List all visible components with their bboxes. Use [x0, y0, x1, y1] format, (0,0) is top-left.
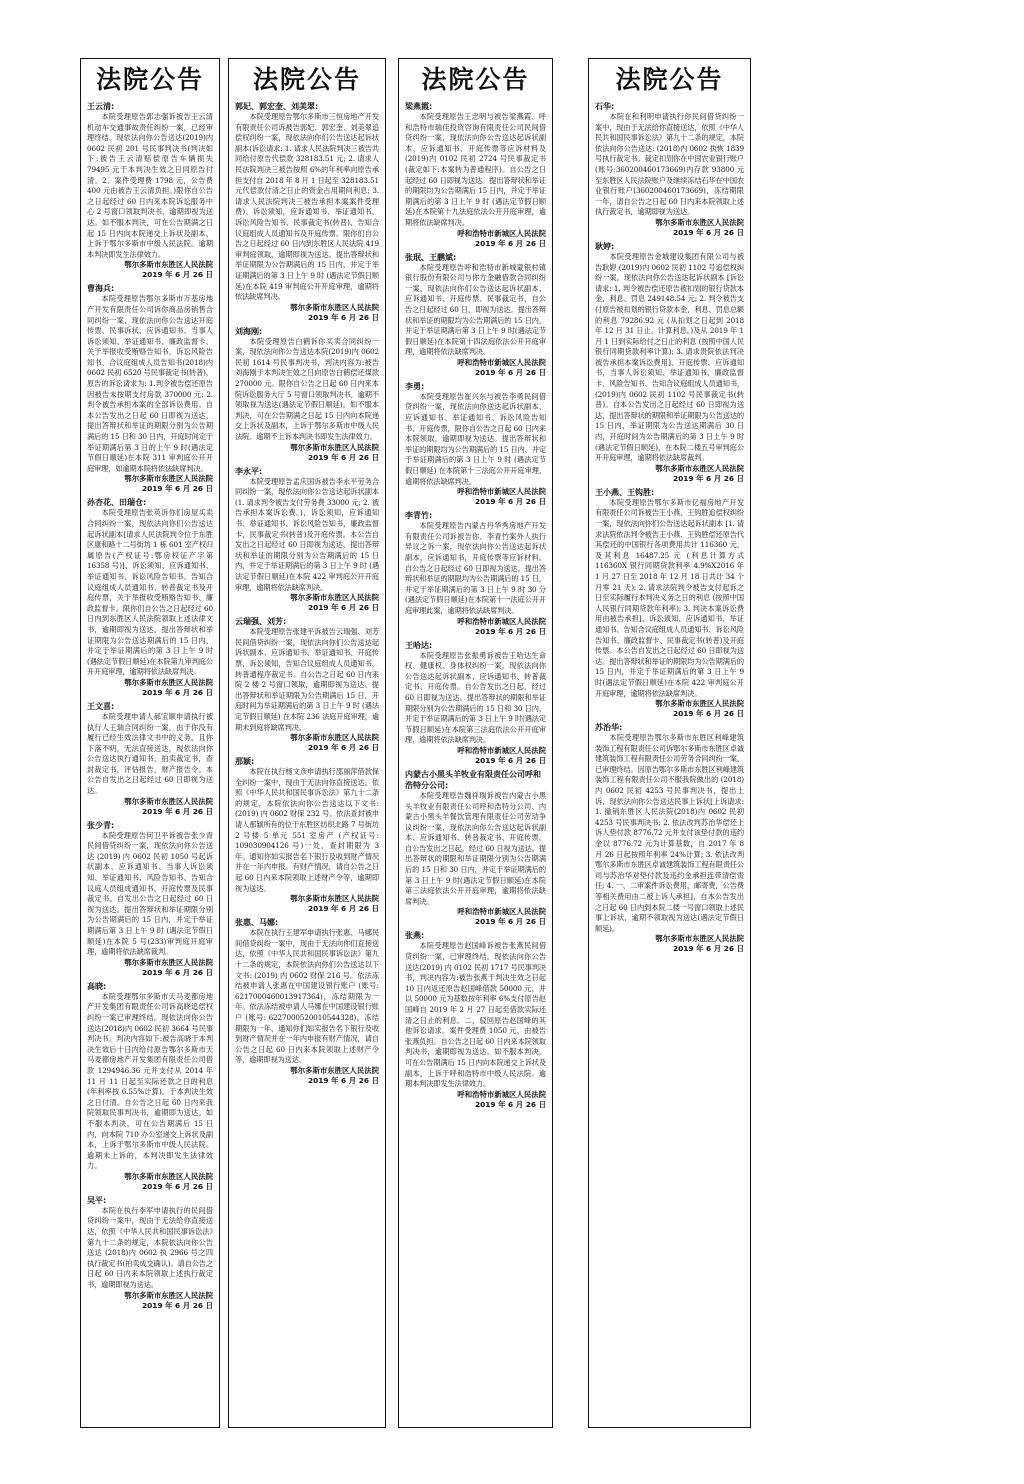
- notice-body: 本院受理申请人郝宝顺申请执行被执行人王瑞合同纠纷一案，由于你没有履行已经生效法律文书中的义务，且你下落不明，无法直接送达，现依法向你公告送达执行通知书、拍卖裁定书，查封裁定书，评估报告，财产报告令。本公告自发出之日起经过 60 日即视为送达。: [87, 711, 213, 796]
- notice-addressee: 张燕:: [405, 931, 425, 941]
- notice-court: 鄂尔多斯市东胜区人民法院: [124, 1171, 213, 1181]
- notice-body: 本院在执行杨文彦申请执行邵丽萍借款保全纠纷一案中，现由于无法向你直接送达，依照《中华人民共和国民事诉讼法》第九十二条的规定，本院依法向你公告送达以下文书: (2019) 内 0602 财保 232 号。依法查封被申请人那颖所有的位于东胜区纺织北路 7 号街坊 2 号楼 5 单元 551 室房产 (产权证号: 109030904126 号)一处，查封期限为 3 年。通知你如实报告名下银行及收到财产情况并在一年内申报。有财产情况，请自公告之日起 60 日内来本院领取上述财产令等，逾期即视为送达。: [235, 767, 379, 893]
- notice-body: 本院受理原告鄂尔多斯市亿福房地产开发有限责任公司诉被告王小燕、王钩胜追偿权纠纷一案，现依法向你们公告送达起诉状副本 [1. 请求法院依法判令被告王小燕、王钩胜偿还原告代其偿还的中国银行各项费用共计 116360 元，及其利息 16487.25 元 (利息计算方式 116360X 银行同期贷款利率 4.9%X2016 年 1 月 27 日至 2018 年 12 月 18 日共计 34 个月零 21 天); 2. 请求法院判令被告支付起诉之日至实际履行本判决义务之日的利息 (按照中国人民银行同期贷款年利率); 3. 判决本案诉讼费用由被告承担]、诉讼须知、应诉通知书、举证通知书、告知合议庭组成人员通知书、诉讼风险告知书、廉政监督卡、民事裁定书(转普)及开庭传票。本公告自发出之日起经过 60 日即视为送达。提出答辩状和举证的期限均为公告期满后的 15 日内，并定于举证期满后的第 3 日上午 9 时(遇法定节假日顺延)在本院 422 审判庭公开开庭审理，逾期将依法缺席判决。: [595, 497, 744, 698]
- notice-body: 本院受理原告张英诉你们房屋买卖合同纠纷一案，现依法向你们公告送达起诉状副本[请求人民法院判令位于东胜区康和路十二号街坊 1 栋 601 室产权归属原告(产权证号:鄂房权证产字第 16358 号)]、诉讼须知、应诉通知书、举证通知书、诉讼风险告知书、告知合议庭组成人员通知书、转普裁定书及开庭传票，关于举报收受贿赂告知书、廉政监督卡。限你们自公告之日起经过 60 日内到东胜区人民法院领取上述法律文书，逾期即视为送达，提出答辩状和举证期限为公告送达期满后的 15 日内，并定于举证期满后的第 3 日上午 9 时(遇法定节假日顺延)在本院第九审判庭公开开庭审理，逾期将依法缺席判决。: [87, 508, 213, 677]
- notice-date: 2019 年 6 月 26 日: [672, 473, 744, 483]
- notice-addressee: 云瑞强、刘芳:: [235, 617, 287, 627]
- notice-body: 本院受理原告王忠明与被告梁燕霞、呼和浩特市瑞佳投资咨询有限责任公司民间借贷纠纷一案，现依法向你公告送达起诉状副本，应诉通知书、开庭传票等应诉材料及(2019)内 0102 民初 2724 号民事裁定书(裁定如下:本案转为普通程序)。自公告之日起经过 60 日即视为送达。提出答辩状和举证的期限均为公告期满后 15 日内，并定于举证期满后的第 3 日上午 9 时 (遇法定节假日顺延)在本院第十九法庭依法公开开庭审理，逾期将依法缺席判决。: [405, 112, 546, 227]
- notice-date: 2019 年 6 月 26 日: [141, 1181, 213, 1191]
- court-notice: [235, 616, 379, 753]
- notice-column-2: [228, 58, 386, 1428]
- notice-court: 鄂尔多斯市东胜区人民法院: [290, 442, 379, 452]
- notice-date: 2019 年 6 月 26 日: [307, 603, 379, 613]
- notice-addressee: 苏治华:: [595, 723, 623, 733]
- court-notice: [87, 701, 213, 817]
- notice-court: 鄂尔多斯市东胜区人民法院: [124, 1290, 213, 1300]
- notice-court: 鄂尔多斯市东胜区人民法院: [124, 677, 213, 687]
- notice-addressee: 高晓:: [87, 981, 107, 991]
- court-notice: [87, 981, 213, 1192]
- notice-court: 鄂尔多斯市东胜区人民法院: [290, 302, 379, 312]
- court-notice: [235, 756, 379, 914]
- notice-date: 2019 年 6 月 26 日: [474, 497, 546, 507]
- notice-addressee: 李青竹:: [405, 511, 433, 521]
- court-notice: [595, 487, 744, 719]
- court-notice: [87, 283, 213, 494]
- notice-date: 2019 年 6 月 26 日: [307, 1075, 379, 1085]
- notice-court: 鄂尔多斯市东胜区人民法院: [124, 260, 213, 270]
- court-notice: [405, 381, 546, 507]
- notice-date: 2019 年 6 月 26 日: [474, 1099, 546, 1109]
- column-title: 法院公告: [95, 65, 204, 94]
- notice-addressee: 郭妃、郭宏奎、刘美翠:: [235, 102, 319, 111]
- notice-date: 2019 年 6 月 26 日: [474, 626, 546, 636]
- notice-date: 2019 年 6 月 26 日: [672, 944, 744, 954]
- notice-court: 鄂尔多斯市东胜区人民法院: [124, 957, 213, 967]
- notice-addressee: 刘海刚:: [235, 326, 263, 336]
- court-notice: [595, 101, 744, 238]
- court-notice: [235, 917, 379, 1086]
- notice-date: 2019 年 6 月 26 日: [307, 904, 379, 914]
- court-notice: [87, 101, 213, 280]
- notice-body: 本院受理原告呼和浩特市新城蒙银村镇银行股份有限公司与你方金融借款合同纠纷一案，现依法向你们公告送达起诉状副本、应诉通知书、开庭传票、民事裁定书，自公告之日起经过 60 日，即视为送达。提出答辩状和举证的期限均为公告期满后的 15 日内，并定于举证期满后第 3 日上午 9 时(遇法定节假日顺延)在本院第十四法庭依法公开开庭审理，逾期将依法缺席判决。: [405, 262, 546, 357]
- court-notice: [87, 497, 213, 698]
- notice-court: 呼和浩特市新城区人民法院: [457, 228, 546, 238]
- notice-addressee: 内蒙古小黑头羊牧业有限责任公司呼和浩特分公司:: [405, 769, 541, 790]
- notice-body: 本院受理原告赵国峰诉被告张燕民间借贷纠纷一案，已审理终结。现依法向你公告送达(2019) 内 0102 民初 1717 号民事判决书，判决内容为:被告张燕于判决生效之日起 10 日内返还原告赵国峰借款 50000 元，并以 50000 元为基数按年利率 6%支付原告赵国峰自 2019 年 2 月 27 日起至借款实际还清之日止的利息。二，驳回原告赵国峰的其他诉讼请求。案件受理费 1050 元，由被告张燕负担。自公告之日起 60 日内来本院领取判决书，逾期即视为送达。如不服本判决，可在公告期满后 15 日内向本院递交上诉状及副本，上诉于呼和浩特市中级人民法院。逾期本判决即发生法律效力。: [405, 941, 546, 1089]
- court-notice: [405, 510, 546, 636]
- notice-court: 鄂尔多斯市东胜区人民法院: [655, 934, 744, 944]
- notice-date: 2019 年 6 月 26 日: [141, 484, 213, 494]
- notice-addressee: 曹海兵:: [87, 284, 115, 294]
- notice-addressee: 梁燕霞:: [405, 102, 433, 111]
- notice-body: 本院受理原告张建平诉被告云瑞强、刘芳民间借贷纠纷一案，现依法向你们公告送达起诉状副本、应诉通知书、举证通知书、开庭传票，诉讼须知，告知合议庭组成人员通知书，转普通程序裁定书。自公告之日起 60 日内来院 2 楼 2 号窗口领取，逾期即视为送达。提出答辩状和举证期限为公告期满后 15 日，开庭时间为举证期满后的第 3 日上午 9 时 (遇法定节假日顺延) 在本院 236 法庭开庭审理，逾期未到庭将缺席判决。: [235, 627, 379, 732]
- notice-body: 本院受理原告孟庆国诉被告李永平劳务合同纠纷一案，现依法向你公告送达起诉状副本(1. 请求判令被告支付劳务费 33000 元; 2. 被告承担本案诉讼费。)，诉讼须知，应诉通知书、举证通知书、诉讼风险告知书，廉政监督卡，民事裁定书(转普)及开庭传票。本公告自发出之日起经过 60 日即视为送达，提出答辩状和举证的期限分别为公告期满后的 15 日内，并定于举证期满后的第 3 日上午 9 时 (遇法定节假日顺延)在本院 422 审判庭公开开庭审理，逾期将依法缺席判决。: [235, 476, 379, 592]
- court-notice: [595, 722, 744, 954]
- notice-body: 本院在和利明申请执行你民间借贷纠纷一案中，现由于无法给你直接送达，依照《中华人民共和国民事诉讼法》第九十二条的规定，本院依法向你公告送达: (2018)内 0602 执恢 1839 号执行裁定书。裁定扣划你在中国农业银行账户(账号:360200460173669)内存款 93800 元至东胜区人民法院账户及继续冻结石华在中国农业银行账户(360200460173669)，冻结期限一年，请自公告之日起 60 日内来本院领取上述执行裁定书，逾期即视为送达。: [595, 112, 744, 217]
- notice-court: 鄂尔多斯市东胜区人民法院: [655, 699, 744, 709]
- column-title: 法院公告: [615, 65, 724, 94]
- notice-addressee: 吴平:: [87, 1195, 107, 1205]
- notice-date: 2019 年 6 月 26 日: [141, 687, 213, 697]
- notice-date: 2019 年 6 月 26 日: [141, 1300, 213, 1310]
- court-notice: [595, 241, 744, 484]
- notice-court: 呼和浩特市新城区人民法院: [457, 745, 546, 755]
- notice-date: 2019 年 6 月 26 日: [307, 312, 379, 322]
- notice-body: 本院受理原告鄂尔多斯市万基房地产开发有限责任公司诉你商品房销售合同纠纷一案，现依法向你公告送达开庭传票、民事诉状、应诉通知书、当事人诉讼须知、举证通知书、廉政监督卡、关于举报收受贿赂告知书、诉讼风险告知书、合议庭组成人员告知书(2018)内 0602 民初 6520 号民事裁定书(转普)，原告的诉讼请求为: 1.判令被告偿还原告因被告未按期支付房款 370000 元; 2. 判令被告承担本案的全部诉讼费用。自本公告发出之日起 60 日即视为送达，提出答辩状和举证的期限分别为公告期满后的 15 日和 30 日内，开庭时间定于举证期满后第 3 日的上午 9 时(遇法定节假日顺延)在本院 311 审判庭公开开庭审理，如逾期本院将依法缺席判决。: [87, 294, 213, 473]
- notice-body: 本院受理鄂尔多斯市天马麦都房地产开发集团有限责任公司诉高晓追偿权纠纷一案已审理终结。现依法向你公告送达(2018)内 0602 民初 3664 号民事判决书。判决内容如下:被告高晓于本判决生效后十日内给付原告鄂尔多斯市天马麦都房地产开发集团有限责任公司借款 1294946.36 元并支付从 2014 年 11 月 11 日起至实际还款之日的利息(年利率按 6.55%计算)。于本判决生效之日付清。自公告之日起 60 日内来我院领取民事判决书，逾期即为送达。如不服本判决，可在公告期满后 15 日内，向本院 710 办公室递交上诉状及副本，上诉于鄂尔多斯市中级人民法院。逾期未上诉的，本判决即发生法律效力。: [87, 991, 213, 1171]
- notice-court: 呼和浩特市新城区人民法院: [457, 357, 546, 367]
- notice-court: 鄂尔多斯市东胜区人民法院: [290, 733, 379, 743]
- notice-addressee: 王哈达:: [405, 640, 433, 650]
- notice-date: 2019 年 6 月 26 日: [474, 755, 546, 765]
- court-notice: [235, 101, 379, 323]
- notice-addressee: 张珉、王鹏斌:: [405, 252, 457, 262]
- court-notice: [405, 252, 546, 378]
- notice-body: 本院受理原告金城建设集团有限公司与被告耿婷 (2019)内 0602 民初 1102 号追偿权纠纷一案，现依法向你公告送达起诉状副本 [诉讼请求: 1. 判令被告偿还原告被扣划的银行贷款本金，利息、罚息 249148.54 元; 2. 判令被告支付原告被扣划的银行贷款本金，利息、罚息总额的利息 79286.92 元 (从扣划之日起到 2018 年 12 月 31 日止，计算利息。)及从 2019 年 1 月 1 日到实际给付之日止的利息 (按照中国人民银行同期贷款利率计算); 3. 请求贵院依法判决被告承担本案诉讼费用]、开庭传票、应诉通知书，当事人诉讼须知、举证通知书、廉政监督卡、风险告知书、告知合议庭组成人员通知书，(2019)内 0602 民初 1102 号民事裁定书(转普)。自本公告发出之日起经过 60 日即视为送达，提出答辩状的期限和举证期限为公告送达的 15 日内，举证期限为公告送达期满后 30 日内，开庭时间为公告期满后的第 3 日上午 9 时 (遇法定节假日顺延)，在本院二楼五号审判庭公开开庭审理，逾期将依法缺席裁判。: [595, 251, 744, 463]
- court-notice: [405, 101, 546, 249]
- notice-body: 本院受理原告崔兴东与被告李勇民间借贷纠纷一案，现依法向你送达起诉状副本、应诉通知书、举证通知书、诉讼风险告知书、开庭传票，限你自公告之日起 60 日内来本院领取，逾期即视为送达。提出答辩状和举证的期限均为公告期满后的 15 日内，并定于举证期满后的第 3 日上午 9 时 (遇法定节假日顺延) 在本院第十三法庭公开开庭审理，逾期将依法缺席判决。: [405, 391, 546, 486]
- notice-body: 本院受理原告内蒙古丹华秀房地产开发有限责任公司诉被告你、李青竹案外人执行异议之诉一案，现依法向你公告送达起诉状副本，应诉通知书，开庭传票等应诉材料。自公告之日起经过 60 日即视为送达。提出答辩状和举证的期限均为公告期满后的 15 日，并定于举证期满后的第 3 日上午 9 时 30 分 (遇法定节假日顺延)在本院第十一法庭公开开庭审理此案，逾期将依法缺席判决。: [405, 521, 546, 615]
- court-notice: [87, 1195, 213, 1311]
- notice-addressee: 那颖:: [235, 757, 255, 767]
- notice-date: 2019 年 6 月 26 日: [307, 743, 379, 753]
- notice-body: 本院受理原告郭志强诉被告王云清机动车交通事故责任纠纷一案，已经审理终结。现依法向你公告送达(2019)内 0602 民初 201 号民事判决书(判决如下:被告王云清赔偿原告车辆损失 79495 元于本判决生效之日同原告付清。2、案件受理费 1798 元，公告费 400 元由被告王云清负担。)限你自公告之日起经过 60 日内来本院诉讼服务中心 2 号窗口领取判决书，逾期即视为送达。如不服本判决，可在公告期满之日起 15 日内向本院递交上诉状及副本，上诉于鄂尔多斯市中级人民法院。逾期本判决即发生法律效力。: [87, 112, 213, 259]
- notice-date: 2019 年 6 月 26 日: [141, 806, 213, 816]
- notice-date: 2019 年 6 月 26 日: [672, 709, 744, 719]
- court-notice: [235, 326, 379, 463]
- notice-addressee: 石华:: [595, 102, 615, 111]
- notice-addressee: 耿婷:: [595, 241, 615, 251]
- notice-date: 2019 年 6 月 26 日: [474, 238, 546, 248]
- notice-court: 呼和浩特市新城区人民法院: [457, 616, 546, 626]
- court-notice: [405, 930, 546, 1109]
- notice-body: 本院受理原告白鹤诉你买卖合同纠纷一案，现依法向你公告送达本院(2019)内 0602 民初 1614 号民事判决书，判决内容为:被告刘海刚于本判决生效之日向原告白鹤偿还煤款 270000 元。限你自公告之日起 60 日内来本院诉讼服务大厅 5 号窗口领取判决书，逾期不领取视为送达(遇法定节假日顺延)。如不服本判决，可在公告期满之日起 15 日内向本院递交上诉状及副本，上诉于鄂尔多斯市中级人民法院。逾期不上诉本判决书即发生法律效力。: [235, 336, 379, 442]
- notice-date: 2019 年 6 月 26 日: [141, 270, 213, 280]
- notice-addressee: 张少青:: [87, 820, 115, 830]
- notice-court: 鄂尔多斯市东胜区人民法院: [290, 593, 379, 603]
- column-title: 法院公告: [421, 65, 530, 94]
- court-notice: [87, 820, 213, 978]
- notice-date: 2019 年 6 月 26 日: [672, 227, 744, 237]
- notice-addressee: 王小燕、王钩胜:: [595, 487, 655, 497]
- notice-court: 呼和浩特市新城区人民法院: [457, 907, 546, 917]
- court-notice: [405, 640, 546, 766]
- notice-addressee: 王云清:: [87, 102, 115, 111]
- notice-date: 2019 年 6 月 26 日: [474, 367, 546, 377]
- column-title: 法院公告: [252, 65, 361, 94]
- notice-court: 鄂尔多斯市东胜区人民法院: [124, 796, 213, 806]
- notice-body: 本院受理原告鄂尔多斯市东胜区利峰建筑装饰工程有限责任公司诉鄂尔多斯市东胜区卓诚建筑装饰工程有限责任公司劳务合同纠纷一案，已审理终结。因原告鄂尔多斯市东胜区利峰建筑装饰工程有限责任公司不服我院做出的 (2018)内 0602 民初 4253 号民事判决书，提出上诉，现依法向你公告送达民事上诉状[上诉请求: 1. 撤销东胜区人民法院(2018)内 0602 民初 4253 号民事判决书; 2. 依法改判苏治华偿还上诉人垫付款 8776.72 元并支付该垫付款的违约金以 8776.72 元为计算基数，自 2017 年 8 月 26 日起按照年利率 24%计算; 3. 依法改判鄂尔多斯市东胜区卓诚建筑装饰工程有限责任公司与苏治华对垫付款及违约金承担连带清偿责任; 4. 一、二审案件诉讼费用，邮寄费，公告费等相关费用由二被上诉人承担]，自本公告发出之日起 60 日内到本院二楼一号窗口领取上述民事上诉状，逾期不领取视为送达(遇法定节假日顺延)。: [595, 733, 744, 933]
- notice-addressee: 孙杏花、田瑞仓:: [87, 498, 147, 508]
- notice-court: 鄂尔多斯市东胜区人民法院: [655, 463, 744, 473]
- court-notice: [235, 466, 379, 614]
- notice-body: 本院受理原告鄂尔多斯市三恒房地产开发有限责任公司诉被告郭妃、郭宏奎、刘美翠追偿权纠纷一案，现依法向你们公告送达起诉状副本(诉讼请求: 1. 请求人民法院判决三被告共同给付原告代偿款 328183.51 元; 2. 请求人民法院判决三被告按照 6%的年利率向原告承担支付自 2018 年 8 月 1 日起至 328183.51 元代偿款付清之日止的资金占用期间利息; 3. 请求人民法院判决三被告承担本案案件受理费)、诉讼须知，应诉通知书、举证通知书、诉讼风险告知书、民事裁定书(转普)、告知合议庭组成人员通知书及开庭传票。限你们自公告之日起经过 60 日内到东胜区人民法院 419 审判庭领取，逾期即视为送达。提出答辩状和举证期限为公告期满后的 15 日内，并定于举证期满后的第 3 日上午 9 时 (遇法定节假日顺延)在本院 419 审判庭公开开庭审理，逾期将依法缺席判决。: [235, 112, 379, 302]
- notice-body: 本院在执行王建军申请执行张惠、马娜民间借贷纠纷一案中，现由于无法向你们直接送达，依照《中华人民共和国民事诉讼法》第九十二条的规定，本院依法向你们公告送达以下文书: (2019) 内 0602 财保 216 号。依法冻结被申请人张惠在中国建设银行账户 (账号: 6217000460013917364)，冻结期限为一年。依法冻结被申请人马娜在中国建设银行账户 (账号: 6227000520010544328)，冻结期限为一年，通知你们如实报告名下银行及收到财产情况并在一年内申报有财产情况，请自公告之日起 60 日内来本院领取上述财产令等，逾期即视为送达。: [235, 928, 379, 1065]
- notice-court: 鄂尔多斯市东胜区人民法院: [290, 894, 379, 904]
- notice-addressee: 李勇:: [405, 381, 425, 391]
- notice-column-4: [588, 58, 751, 1428]
- notice-date: 2019 年 6 月 26 日: [307, 452, 379, 462]
- notice-body: 本院受理原告何卫平诉被告张少青民间借贷纠纷一案，现依法向你公告送达 (2019) 内 0602 民初 1050 号起诉状副本、应诉通知书、当事人诉讼须知、举证通知书、风险告知书、告知合议庭人员组成通知书、开庭传票及民事裁定书。自发出公告之日起经过 60 日视为送达。提出答辩状和举证期限分别为公告期满后的 15 日内，并定于举证期满后第 3 日上午 9 时 (遇法定节假日顺延)在本院 5 号(233)审判庭开庭审理，逾期将依法缺席裁判。: [87, 830, 213, 957]
- notice-body: 本院受理原告张振勇诉被告王哈达生命权、健康权、身体权纠纷一案，现依法向你公告送达起诉状副本、应诉通知书、转普裁定书、开庭传票。自公告发出之日起，经过 60 日即视为送达。提出答辩状的期限和举证期限分别为公告期满后的 15 日和 30 日内，并定于举证期满后的第 3 日上午 9 时(遇法定节假日顺延)在本院第三法庭依法公开开庭审理，逾期将依法缺席判决。: [405, 650, 546, 745]
- notice-addressee: 王文喜:: [87, 701, 115, 711]
- notice-body: 本院受理原告魏祥瑞诉被告内蒙古小黑头羊牧业有限责任公司呼和浩特分公司、内蒙古小黑头羊餐饮管理有限责任公司劳动争议纠纷一案，现依法向你公告送达起诉状副本、应诉通知书、转普裁定书、开庭传票。自公告发出之日起，经过 60 日视为送达。提出答辩状的期限和举证期限分别为公告期满后的 15 日和 30 日内，并定于举证期满后的第 3 日上午 9 时(遇法定节假日顺延)在本院第三法庭依法公开开庭审理，逾期将依法缺席判决。: [405, 790, 546, 906]
- notice-body: 本院在执行李军申请执行的民间借贷纠纷一案中，现由于无法给你直接送达，依照《中华人民共和国民事诉讼法》第九十二条的规定，本院依法向你公告送达 (2018)内 0602 执 2966 号之四执行裁定书(拍卖成交确认)。请自公告之日起 60 日内来本院领取上述执行裁定书，逾期即视为送达。: [87, 1205, 213, 1290]
- notice-date: 2019 年 6 月 26 日: [141, 967, 213, 977]
- notice-court: 鄂尔多斯市东胜区人民法院: [124, 474, 213, 484]
- notice-court: 呼和浩特市新城区人民法院: [457, 1089, 546, 1099]
- notice-court: 鄂尔多斯市东胜区人民法院: [290, 1065, 379, 1075]
- notice-addressee: 张惠、马娜:: [235, 918, 279, 928]
- court-notice: [405, 769, 546, 928]
- notice-addressee: 李永平:: [235, 466, 263, 476]
- notice-column-1: [80, 58, 220, 1428]
- notice-court: 呼和浩特市新城区人民法院: [457, 487, 546, 497]
- notice-column-3: [398, 58, 553, 1428]
- notice-court: 鄂尔多斯市东胜区人民法院: [655, 217, 744, 227]
- notice-date: 2019 年 6 月 26 日: [474, 917, 546, 927]
